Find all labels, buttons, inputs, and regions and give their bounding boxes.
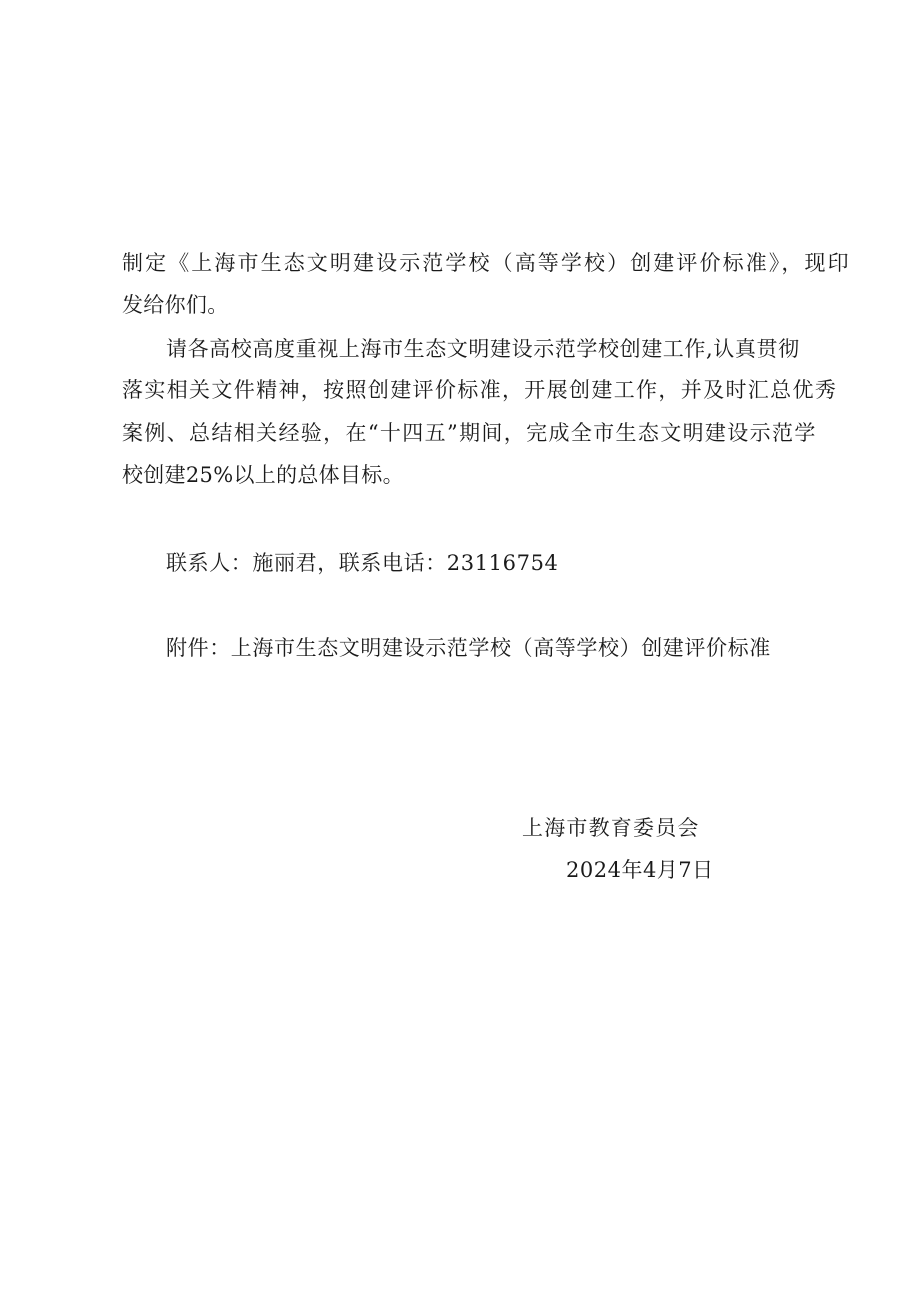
body-line-2: 发给你们。 bbox=[122, 293, 229, 317]
attachment-note: 附件：上海市生态文明建设示范学校（高等学校）创建评价标准 bbox=[166, 636, 771, 660]
body-line-6: 校创建25%以上的总体目标。 bbox=[122, 463, 404, 487]
signature-organization: 上海市教育委员会 bbox=[522, 816, 700, 840]
body-line-5: 案例、总结相关经验，在“十四五”期间，完成全市生态文明建设示范学 bbox=[122, 421, 817, 445]
body-line-1: 制定《上海市生态文明建设示范学校（高等学校）创建评价标准》，现印 bbox=[122, 251, 851, 275]
contact-info: 联系人：施丽君，联系电话：23116754 bbox=[166, 551, 559, 575]
signature-date: 2024年4月7日 bbox=[566, 858, 714, 882]
body-line-4: 落实相关文件精神，按照创建评价标准，开展创建工作，并及时汇总优秀 bbox=[122, 378, 838, 402]
body-line-3: 请各高校高度重视上海市生态文明建设示范学校创建工作,认真贯彻 bbox=[166, 337, 800, 361]
